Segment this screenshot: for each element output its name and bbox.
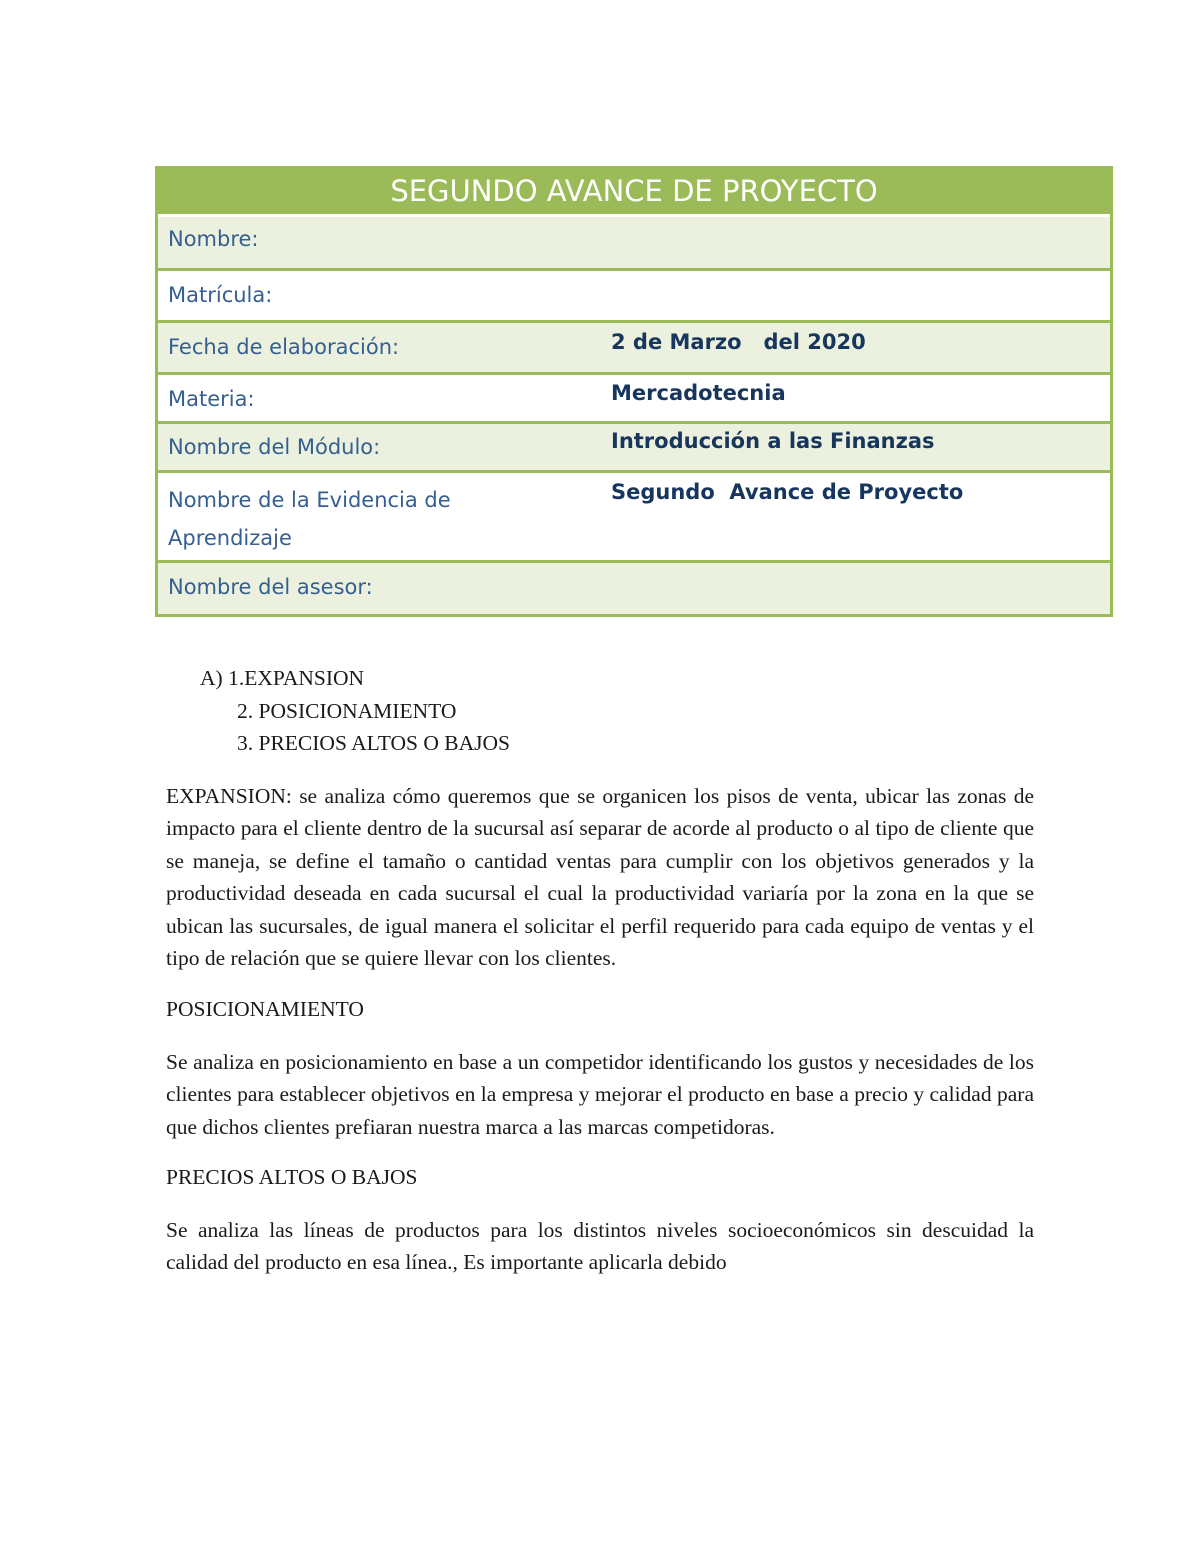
expansion-paragraph: EXPANSION: se analiza cómo queremos que se organicen los pisos de venta, ubicar las zonas de impacto para el cliente dentro de la sucursal así separar de acorde al producto o al tipo de cliente que se maneja, se define el tamaño o cantidad ventas para cumplir con los objetivos generados y la productividad deseada en cada sucursal el cual la productividad variaría por la zona en la que se ubican las sucursales, de igual manera el solicitar el perfil requerido para cada equipo de ventas y el tipo de relación que se quiere llevar con los clientes.: [166, 783, 1034, 971]
asesor-label: Nombre del asesor:: [168, 575, 373, 599]
evidencia-label-line-1: Nombre de la Evidencia de: [168, 488, 451, 512]
posicionamiento-heading: POSICIONAMIENTO: [166, 997, 364, 1022]
asesor-value: [611, 563, 1110, 614]
precios-paragraph: Se analiza las líneas de productos para los distintos niveles socioeconómicos sin descuidad la calidad del producto en esa línea., Es importante aplicarla debido: [166, 1217, 1034, 1275]
table-title: SEGUNDO AVANCE DE PROYECTO: [158, 169, 1110, 217]
list-item-1: [166, 662, 1034, 695]
project-info-table: [155, 166, 1113, 617]
evidencia-label-line-2: Aprendizaje: [168, 526, 292, 550]
modulo-value: Introducción a las Finanzas: [611, 429, 935, 453]
materia-value: Mercadotecnia: [611, 381, 786, 405]
list-item-2: 2. POSICIONAMIENTO: [237, 698, 457, 723]
nombre-label: Nombre:: [168, 227, 259, 251]
materia-label: Materia:: [168, 387, 255, 411]
fecha-label: Fecha de elaboración:: [168, 335, 400, 359]
document-body: [166, 662, 1034, 1279]
row-evidencia: [158, 470, 1110, 560]
list-marker: A): [200, 666, 223, 690]
list-item-3: 3. PRECIOS ALTOS O BAJOS: [237, 731, 511, 755]
list-item-1-text: 1.EXPANSION: [228, 666, 365, 690]
row-nombre: [158, 217, 1110, 268]
evidencia-label: [158, 473, 611, 560]
fecha-value: 2 de Marzo del 2020: [611, 330, 866, 354]
row-asesor: [158, 560, 1110, 614]
nombre-value: [611, 217, 1110, 268]
matricula-value: [611, 271, 1110, 320]
matricula-label: Matrícula:: [168, 283, 273, 307]
precios-heading: PRECIOS ALTOS O BAJOS: [166, 1165, 418, 1190]
evidencia-value: Segundo Avance de Proyecto: [611, 480, 964, 504]
row-modulo: [158, 421, 1110, 470]
row-matricula: [158, 268, 1110, 320]
row-fecha: [158, 320, 1110, 372]
row-materia: [158, 372, 1110, 421]
posicionamiento-paragraph: Se analiza en posicionamiento en base a un competidor identificando los gustos y necesidades de los clientes para establecer objetivos en la empresa y mejorar el producto en base a precio y calidad para que dichos clientes prefiaran nuestra marca a las marcas competidoras.: [166, 1049, 1034, 1139]
modulo-label: Nombre del Módulo:: [168, 435, 381, 459]
